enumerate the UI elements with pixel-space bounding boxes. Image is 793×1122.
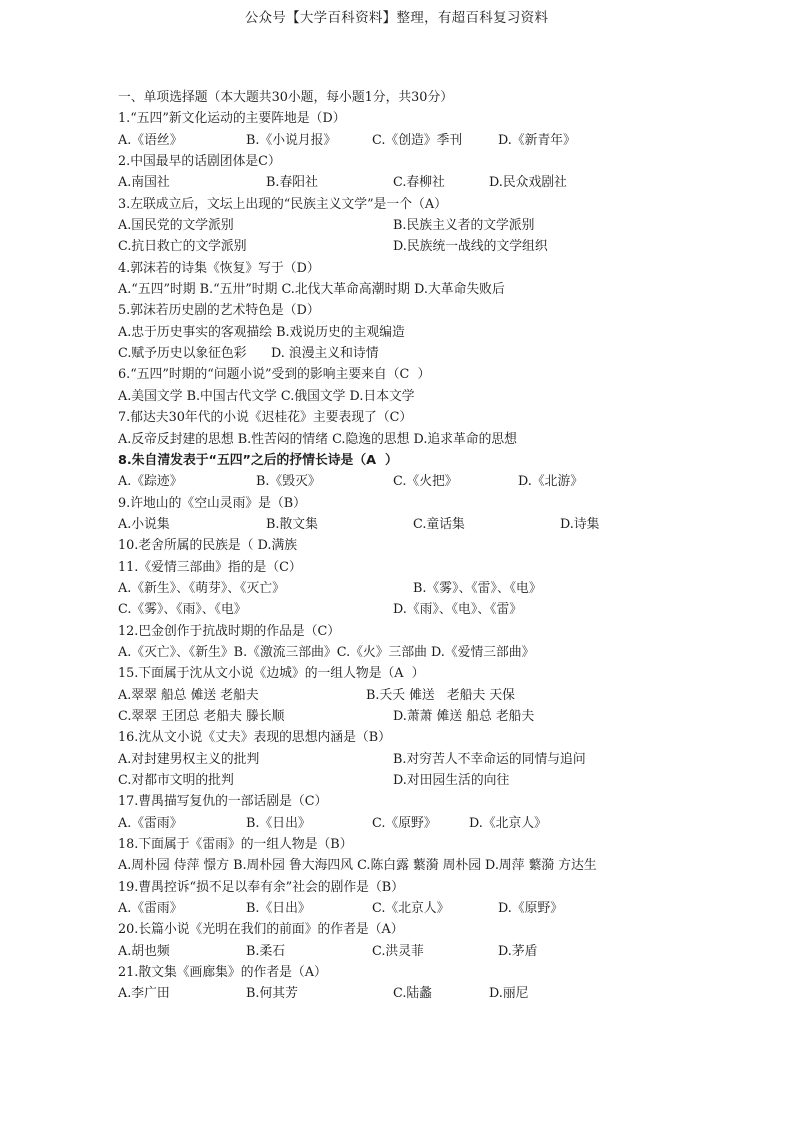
option-d: D.《新青年》 [498, 132, 576, 148]
option-b: B.《雾》、《雷》、《电》 [413, 580, 542, 596]
option-b: B.春阳社 [266, 175, 318, 191]
option-c: C.春柳社 [393, 175, 445, 191]
option-d: D.诗集 [560, 516, 600, 532]
option-b: B.《毁灭》 [256, 474, 321, 490]
option-a: A.南国社 [118, 175, 170, 191]
question-list [118, 87, 718, 1005]
options-row: A.美国文学 B.中国古代文学 C.俄国文学 D.日本文学 [118, 388, 415, 404]
options-row: A.周朴园 侍萍 憬方 B.周朴园 鲁大海四风 C.陈白露 蘩漪 周朴园 D.周萍 蘩漪 方达生 [118, 858, 597, 874]
options-row [118, 813, 718, 834]
option-a: A.国民党的文学派别 [118, 218, 234, 234]
option-d: D.《北京人》 [469, 815, 547, 831]
question-stem: 2.中国最早的话剧团体是C） [118, 154, 281, 170]
option-c: C.《创造》季刊 [372, 132, 463, 148]
options-row [118, 770, 718, 791]
option-d: D.对田园生活的向往 [393, 773, 510, 788]
option-a: A.《踪迹》 [118, 474, 183, 490]
option-b: B.民族主义者的文学派别 [393, 218, 535, 234]
option-c: C.《原野》 [372, 815, 437, 831]
question-stem: 19.曹禺控诉“损不足以奉有余”社会的剧作是（B） [118, 879, 404, 895]
option-a: A.《雷雨》 [118, 815, 183, 831]
options-row [118, 599, 718, 620]
options-row [118, 898, 718, 919]
options-row [118, 215, 718, 236]
options-row [118, 578, 718, 599]
question-stem: 6.“五四”时期的“问题小说”受到的影响主要来自（C ） [118, 367, 431, 383]
option-d: D.《原野》 [498, 901, 564, 917]
options-row: A.忠于历史事实的客观描绘 B.戏说历史的主观编造 [118, 324, 405, 340]
options-row [118, 172, 718, 193]
question-stem: 3.左联成立后，文坛上出现的“民族主义文学”是一个（A） [118, 196, 447, 212]
question-stem: 20.长篇小说《光明在我们的前面》的作者是（A） [118, 922, 404, 938]
question-stem: 21.散文集《画廊集》的作者是（A） [118, 965, 327, 981]
question-stem: 18.下面属于《雷雨》的一组人物是（B） [118, 837, 353, 853]
option-b: B.散文集 [266, 516, 318, 532]
option-b: B.《日出》 [246, 901, 311, 917]
option-b: B.柔石 [246, 943, 286, 959]
question-stem: 9.许地山的《空山灵雨》是（B） [118, 495, 306, 511]
question-stem: 5.郭沫若历史剧的艺术特色是（D） [118, 303, 320, 319]
option-c: C.《雾》、《雨》、《电》 [118, 602, 247, 618]
option-a: A.翠翠 船总 傩送 老船夫 [118, 687, 259, 703]
option-b: B.《日出》 [246, 815, 311, 831]
option-c: C.《火把》 [393, 474, 458, 490]
options-row: A.反帝反封建的思想 B.性苦闷的情绪 C.隐逸的思想 D.追求革命的思想 [118, 431, 517, 447]
page-header: 公众号【大学百科资料】整理，有超百科复习资料 [244, 10, 549, 26]
option-a: A.胡也频 [118, 943, 170, 959]
section-title: 一、单项选择题（本大题共30小题，每小题1分，共30分） [118, 90, 454, 105]
options-row [118, 941, 718, 962]
options-row: A.《灭亡》、《新生》B.《激流三部曲》C.《火》三部曲 D.《爱情三部曲》 [118, 644, 535, 660]
options-row [118, 685, 718, 706]
options-row [118, 514, 718, 535]
option-c: C.对都市文明的批判 [118, 773, 234, 788]
question-stem: 17.曹禺描写复仇的一部话剧是（C） [118, 794, 328, 810]
option-b: B.何其芳 [246, 986, 298, 1002]
options-row: C.赋予历史以象征色彩 D. 浪漫主义和诗情 [118, 346, 379, 362]
options-row [118, 236, 718, 257]
question-stem: 12.巴金创作于抗战时期的作品是（C） [118, 623, 341, 639]
question-stem: 7.郁达夫30年代的小说《迟桂花》主要表现了（C） [118, 410, 413, 426]
options-row [118, 706, 718, 727]
option-c: C.童话集 [413, 516, 465, 532]
option-c: C.抗日救亡的文学派别 [118, 239, 247, 255]
question-stem: 15.下面属于沈从文小说《边城》的一组人物是（A ） [118, 666, 425, 682]
option-b: B.对穷苦人不幸命运的同情与追问 [393, 751, 586, 767]
options-row [118, 983, 718, 1004]
option-d: D.《雨》、《电》、《雷》 [393, 602, 523, 618]
options-row: A.“五四”时期 B.“五卅”时期 C.北伐大革命高潮时期 D.大革命失败后 [118, 282, 505, 298]
options-row [118, 130, 718, 151]
option-d: D.丽尼 [489, 986, 529, 1002]
option-d: D.《北游》 [518, 474, 584, 490]
option-d: D.茅盾 [498, 943, 538, 959]
question-stem: 4.郭沫若的诗集《恢复》写于（D） [118, 260, 320, 276]
option-a: A.《语丝》 [118, 132, 183, 148]
question-stem: 1.“五四”新文化运动的主要阵地是（D） [118, 111, 346, 127]
question-stem-bold: 8.朱自清发表于“五四”之后的抒情长诗是（A ） [118, 452, 398, 468]
option-d: D.民众戏剧社 [489, 175, 567, 191]
option-a: A.对封建男权主义的批判 [118, 751, 260, 767]
option-b: B.《小说月报》 [246, 132, 337, 148]
question-stem: 10.老舍所属的民族是（ D.满族 [118, 538, 298, 554]
option-c: C.洪灵菲 [372, 943, 424, 959]
options-row [118, 749, 718, 770]
option-a: A.李广田 [118, 986, 170, 1002]
options-row [118, 471, 718, 492]
option-d: D.萧萧 傩送 船总 老船夫 [393, 708, 535, 724]
option-a: A.《雷雨》 [118, 901, 183, 917]
option-a: A.《新生》、《萌芽》、《灭亡》 [118, 580, 285, 596]
question-stem: 11.《爱情三部曲》指的是（C） [118, 559, 302, 575]
question-stem: 16.沈从文小说《丈夫》表现的思想内涵是（B） [118, 730, 391, 746]
option-a: A.小说集 [118, 516, 170, 532]
option-c: C.陆蠡 [393, 986, 432, 1002]
option-c: C.《北京人》 [372, 901, 450, 917]
option-c: C.翠翠 王团总 老船夫 滕长顺 [118, 708, 285, 724]
option-d: D.民族统一战线的文学组织 [393, 239, 548, 255]
option-b: B.夭夭 傩送 老船夫 天保 [366, 687, 515, 703]
